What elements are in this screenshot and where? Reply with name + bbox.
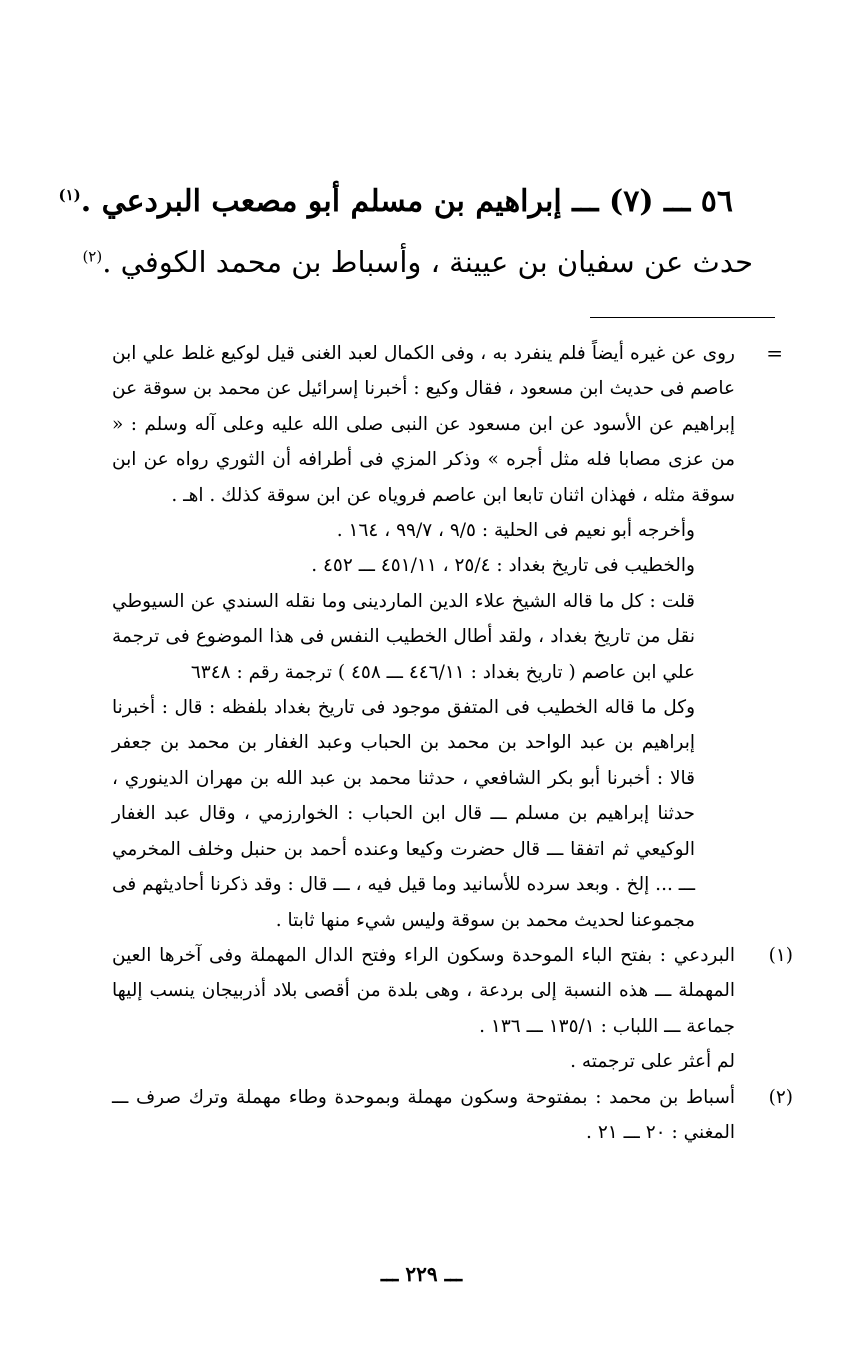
footnote-1-extra: لم أعثر على ترجمته . xyxy=(570,1051,735,1073)
page-number: ـــ ٢٢٩ ـــ xyxy=(380,1262,463,1286)
footnote-2-text: أسباط بن محمد : بمفتوحة وسكون مهملة وبموحدة وطاء مهملة وترك صرف ـــ المغني : ٢٠ ـــ ٢١ . xyxy=(112,1086,735,1143)
note-paragraph-5: وكل ما قاله الخطيب فى المتفق موجود فى تاريخ بغداد بلفظه : قال : أخبرنا إبراهيم بن عبد الواحد بن محمد بن الحباب وعبد الغفار بن محمد بن جعفر قالا : أخبرنا أبو بكر الشافعي ، حدثنا محمد بن عبد الله بن مهران الدينوري ، حدثنا إبراهيم بن مسلم ـــ قال ابن الحباب : الخوارزمي ، وقال عبد الغفار الوكيعي ثم اتفقا ـــ قال حضرت وكيعا وعنده أحمد بن حنبل وخلف المخرمي ـــ ... إلخ . وبعد سرده للأسانيد وما قيل فيه ، ـــ قال : وقد ذكرنا أحاديثهم فى مجموعنا لحديث محمد بن سوقة وليس شيء منها ثابتا . xyxy=(112,697,695,931)
entry-subheading-text: حدث عن سفيان بن عيينة ، وأسباط بن محمد الكوفي . xyxy=(102,245,753,279)
entry-heading xyxy=(58,180,733,224)
footnote-ref-2: (٢) xyxy=(82,247,103,266)
entry-subheading xyxy=(82,240,753,284)
footnote-2 xyxy=(112,1080,793,1151)
note-paragraph-3: والخطيب فى تاريخ بغداد : ٢٥/٤ ، ٤٥١/١١ ـــ ٤٥٢ . xyxy=(311,555,695,577)
note-paragraph-2: وأخرجه أبو نعيم فى الحلية : ٩/٥ ، ٩٩/٧ ، ١٦٤ . xyxy=(336,520,695,542)
footnote-2-number: (٢) xyxy=(768,1086,793,1108)
continuation-mark: = xyxy=(766,341,783,365)
footnotes-section xyxy=(112,336,793,1150)
note-paragraph-1: روى عن غيره أيضاً فلم ينفرد به ، وفى الكمال لعبد الغنى قيل لوكيع غلط علي ابن عاصم فى حديث ابن مسعود ، فقال وكيع : أخبرنا إسرائيل عن محمد بن سوقة عن إبراهيم عن الأسود عن ابن مسعود عن النبى صلى الله عليه وعلى آله وسلم : « من عزى مصابا فله مثل أجره » وذكر المزي فى أطرافه أن الثوري رواه عن ابن سوقة مثله ، فهذان اثنان تابعا ابن عاصم فروياه عن ابن سوقة كذلك . اهـ . xyxy=(112,343,735,506)
footnote-separator xyxy=(590,317,775,318)
footnote-1 xyxy=(112,938,793,1080)
footnote-1-text: البردعي : بفتح الباء الموحدة وسكون الراء وفتح الدال المهملة وفى آخرها العين المهملة ـــ هذه النسبة إلى بردعة ، وهى بلدة من أقصى بلاد أذربيجان ينسب إليها جماعة ـــ اللباب : ١٣٥/١ ـــ ١٣٦ . xyxy=(112,944,735,1037)
footnote-1-number: (١) xyxy=(768,944,793,966)
note-paragraph-4: قلت : كل ما قاله الشيخ علاء الدين الماردينى وما نقله السندي عن السيوطي نقل من تاريخ بغداد ، ولقد أطال الخطيب النفس فى هذا الموضوع فى ترجمة علي ابن عاصم ( تاريخ بغداد : ٤٤٦/١١ ـــ ٤٥٨ ) ترجمة رقم : ٦٣٤٨ xyxy=(112,590,695,683)
entry-heading-text: ٥٦ ـــ (٧) ـــ إبراهيم بن مسلم أبو مصعب البردعي . xyxy=(80,184,733,219)
footnote-ref-1: (١) xyxy=(58,186,81,204)
